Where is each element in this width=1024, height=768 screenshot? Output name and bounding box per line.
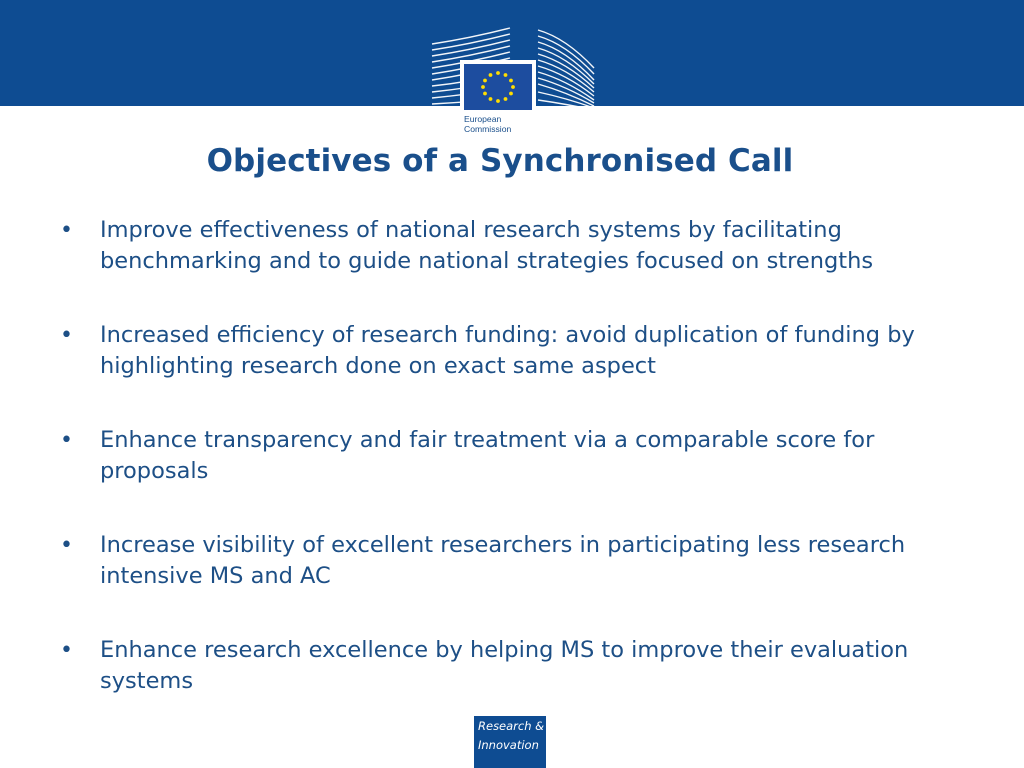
- slide-title: Objectives of a Synchronised Call: [206, 143, 794, 179]
- bullet-icon: •: [60, 428, 73, 453]
- bullet-icon: •: [60, 323, 73, 348]
- bullet-icon: •: [60, 638, 73, 663]
- objectives-list: [58, 215, 978, 740]
- bullet-text: Enhance research excellence by helping MS to improve their evaluation systems: [100, 637, 909, 694]
- list-item: [58, 215, 978, 277]
- bullet-text: Enhance transparency and fair treatment via a comparable score for proposals: [100, 427, 875, 484]
- logo-line2: Commission: [464, 124, 512, 134]
- badge-line2: Innovation: [478, 738, 539, 752]
- ec-building-icon: [426, 26, 600, 142]
- bullet-text: Increased efficiency of research funding: avoid duplication of funding by highlighting research done on exact same aspect: [100, 322, 915, 379]
- badge-line1: Research &: [478, 719, 545, 733]
- eu-flag-icon: [464, 64, 532, 110]
- list-item: [58, 530, 978, 592]
- european-commission-logo: [426, 26, 600, 142]
- bullet-text: Increase visibility of excellent researchers in participating less research intensive MS and AC: [100, 532, 906, 589]
- bullet-icon: •: [60, 533, 73, 558]
- list-item: [58, 635, 978, 697]
- list-item: [58, 320, 978, 382]
- research-innovation-badge: [474, 716, 546, 768]
- logo-line1: European: [464, 114, 502, 124]
- bullet-text: Improve effectiveness of national research systems by facilitating benchmarking and to guide national strategies focused on strengths: [100, 217, 874, 274]
- bullet-icon: •: [60, 218, 73, 243]
- list-item: [58, 425, 978, 487]
- badge-text: [478, 717, 544, 755]
